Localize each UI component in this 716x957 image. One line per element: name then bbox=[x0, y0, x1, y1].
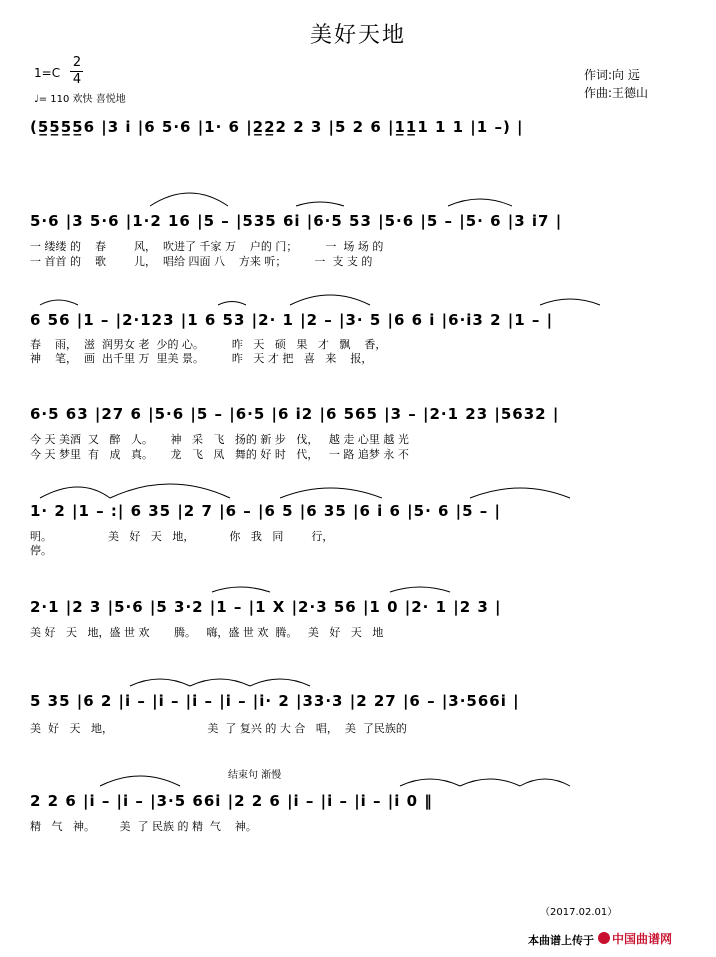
system-5-lyrics-2: 停。 bbox=[30, 544, 52, 557]
site-brand[interactable]: 中国曲谱网 bbox=[612, 932, 673, 946]
site-logo-icon bbox=[598, 932, 610, 944]
page-title: 美好天地 bbox=[309, 23, 406, 48]
key-signature: 1=C bbox=[34, 66, 61, 80]
system-7-lyrics-1: 美 好 天 地， 美 了 复兴 的 大 合 唱， 美 了民族的 bbox=[30, 722, 407, 735]
lyricist-credit: 作词:向 远 bbox=[584, 68, 640, 82]
system-6-lyrics-1: 美 好 天 地，盛 世 欢 腾。 嗨，盛 世 欢 腾。 美 好 天 地 bbox=[30, 626, 384, 639]
system-4-lyrics-1: 今 天 美酒 又 醉 人。 神 采 飞 扬的 新 步 伐， 越 走 心里 越 光 bbox=[30, 433, 409, 446]
system-8-lyrics-1: 精 气 神。 美 了 民族 的 精 气 神。 bbox=[30, 820, 257, 833]
system-8-notes: 2 2 6 |i – |i – |3·5 66i |2 2 6 |i – |i – |i – |i 0 ‖ bbox=[30, 792, 433, 810]
system-3-lyrics-2: 神 笔， 画 出千里 万 里美 景。 昨 天 才 把 喜 来 报， bbox=[30, 352, 373, 365]
system-2-notes: 5·6 |3 5·6 |1·2 16 |5 – |535 6i |6·5 53 |5·6 |5 – |5· 6 |3 i7 | bbox=[30, 212, 563, 230]
system-3-notes: 6 56 |1 – |2·123 |1 6 53 |2· 1 |2 – |3· 5 |6 6 i |6·i3 2 |1 – | bbox=[30, 311, 554, 329]
system-3-lyrics-1: 春 雨， 滋 润男女 老 少的 心。 昨 天 硕 果 才 飘 香， bbox=[30, 338, 387, 351]
system-2-lyrics-2: 一 首首 的 歌 儿， 唱给 四面 八 方来 听； 一 支 支 的 bbox=[30, 255, 373, 268]
time-bottom: 4 bbox=[72, 72, 82, 87]
system-5-lyrics-1: 明。 美 好 天 地， 你 我 同 行， bbox=[30, 530, 334, 543]
system-7-notes: 5 35 |6 2 |i – |i – |i – |i – |i· 2 |33·3 |2 27 |6 – |3·566i | bbox=[30, 692, 520, 710]
footer-upload-text: 本曲谱上传于 bbox=[528, 934, 594, 947]
time-top: 2 bbox=[72, 55, 82, 70]
system-6-notes: 2·1 |2 3 |5·6 |5 3·2 |1 – |1 X |2·3 56 |1 0 |2· 1 |2 3 | bbox=[30, 598, 502, 616]
system-5-notes: 1· 2 |1 – :| 6 35 |2 7 |6 – |6 5 |6 35 |6 i 6 |5· 6 |5 – | bbox=[30, 502, 502, 520]
system-1-notes: (5̲5̲5̲5̲6 |3 i |6 5·6 |1· 6 |2̲2̲2 2 3 |5 2 6 |1̲1̲1 1 1 |1 –) | bbox=[30, 118, 524, 136]
time-fraction-line bbox=[70, 71, 83, 72]
composer-credit: 作曲:王德山 bbox=[584, 86, 649, 100]
date-stamp: （2017.02.01） bbox=[540, 907, 618, 918]
ending-mark: 结束句 渐慢 bbox=[228, 770, 282, 781]
system-4-notes: 6·5 63 |27 6 |5·6 |5 – |6·5 |6 i2 |6 565 |3 – |2·1 23 |5632 | bbox=[30, 405, 560, 423]
system-4-lyrics-2: 今 天 梦里 有 成 真。 龙 飞 凤 舞的 好 时 代， 一 路 追梦 永 不 bbox=[30, 448, 409, 461]
tempo-marking: ♩= 110 欢快 喜悦地 bbox=[34, 94, 126, 105]
system-2-lyrics-1: 一 缕缕 的 春 风， 吹进了 千家 万 户的 门； 一 场 场 的 bbox=[30, 240, 384, 253]
